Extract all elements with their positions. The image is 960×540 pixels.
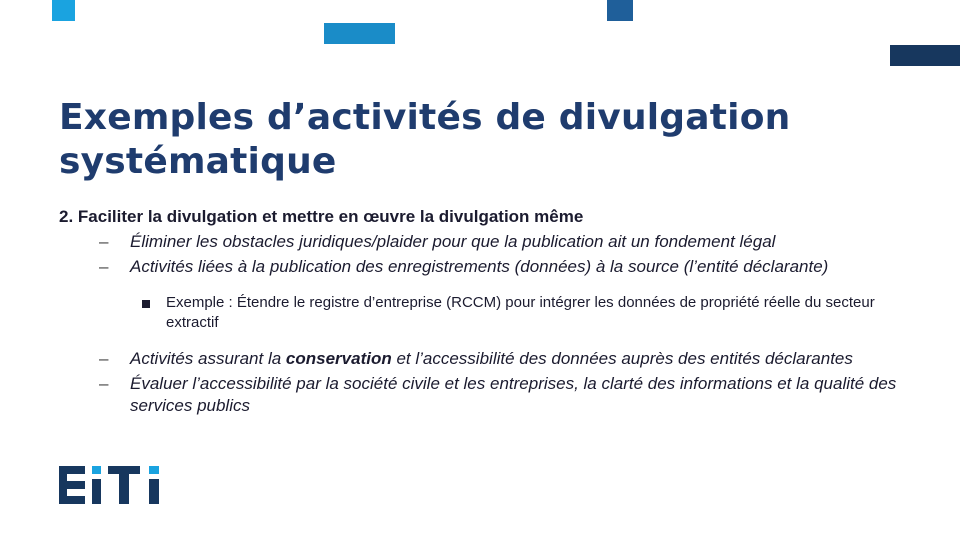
bullet-text-part: et l’accessibilité des données auprès des entités déclarantes <box>391 349 853 368</box>
dash-bullet: – <box>99 232 109 251</box>
bullet-level-1: 2. Faciliter la divulgation et mettre en œuvre la divulgation même <box>59 207 584 226</box>
bullet-text: Activités liées à la publication des enregistrements (données) à la source (l’entité déclarante) <box>130 257 829 276</box>
bullet-text: Exemple : Étendre le registre d’entreprise (RCCM) pour intégrer les données de propriété réelle du secteur extractif <box>166 294 875 331</box>
bullet-level-2 <box>59 348 919 370</box>
decor-block-1 <box>52 0 75 21</box>
decor-block-2 <box>324 23 395 44</box>
bullet-text-part: Activités assurant la <box>130 349 286 368</box>
bullet-text: Éliminer les obstacles juridiques/plaider pour que la publication ait un fondement légal <box>130 232 776 251</box>
bullet-level-2 <box>59 373 919 417</box>
eiti-logo <box>59 466 161 504</box>
bullet-text: Évaluer l’accessibilité par la société civile et les entreprises, la clarté des informations et la qualité des services publics <box>130 374 897 415</box>
bullet-level-2 <box>59 256 919 278</box>
bullet-level-3 <box>59 293 919 333</box>
dash-bullet: – <box>99 349 109 368</box>
slide-body <box>59 206 919 417</box>
dash-bullet: – <box>99 257 109 276</box>
decor-block-4 <box>890 45 960 66</box>
square-bullet-icon <box>142 300 150 308</box>
decor-block-3 <box>607 0 633 21</box>
slide-title: Exemples d’activités de divulgation systématique <box>59 97 791 182</box>
bullet-text-emphasis: conservation <box>285 349 392 368</box>
bullet-level-2 <box>59 231 919 253</box>
dash-bullet: – <box>99 374 109 393</box>
